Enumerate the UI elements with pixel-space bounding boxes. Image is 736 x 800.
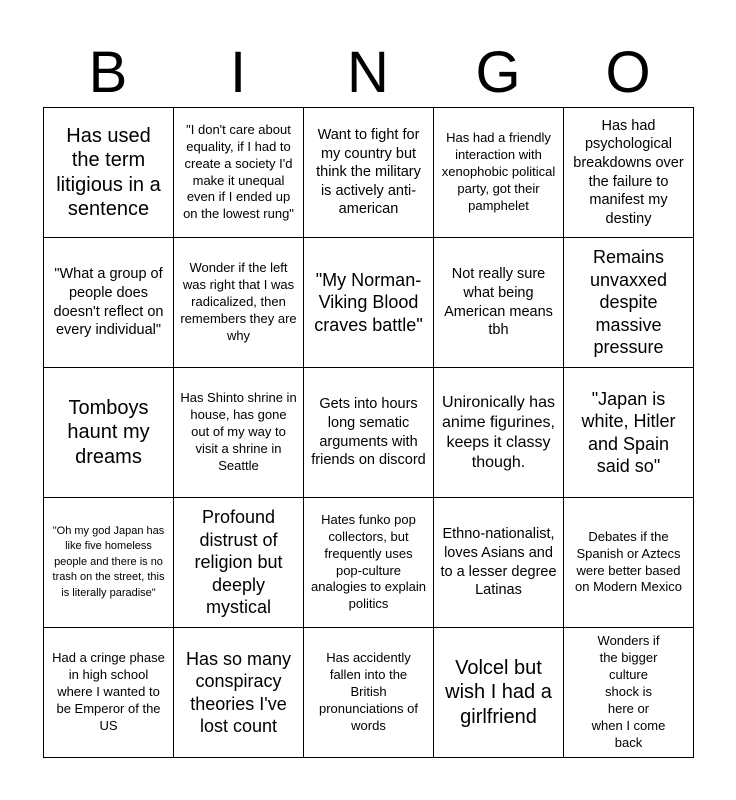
cell-text: "Japan is white, Hitler and Spain said so" xyxy=(581,388,676,476)
cell-text: Had a cringe phase in high school where I wanted to be Emperor of the US xyxy=(52,650,165,733)
header-letter-i: I xyxy=(229,40,247,105)
cell-text: Ethno-nationalist, loves Asians and to a lesser degree Latinas xyxy=(440,526,557,599)
bingo-cell-r5c3[interactable] xyxy=(304,628,434,758)
cell-text: Debates if the Spanish or Aztecs were better based on Modern Mexico xyxy=(575,528,682,595)
bingo-cell-r1c5[interactable] xyxy=(564,108,694,238)
bingo-cell-r1c3[interactable] xyxy=(304,108,434,238)
cell-text: Has accidently fallen into the British pronunciations of words xyxy=(318,650,418,733)
cell-text: Volcel but wish I had a girlfriend xyxy=(445,656,552,728)
bingo-cell-r2c4[interactable] xyxy=(434,238,564,368)
bingo-cell-r5c1[interactable] xyxy=(44,628,174,758)
bingo-cell-r1c4[interactable] xyxy=(434,108,564,238)
cell-text: Has Shinto shrine in house, has gone out of my way to visit a shrine in Seattle xyxy=(180,390,297,473)
cell-text: Want to fight for my country but think the military is actively anti-american xyxy=(316,127,421,218)
header-letter-o: O xyxy=(605,40,651,105)
cell-text: Hates funko pop collectors, but frequently uses pop-culture analogies to explain politics xyxy=(311,511,426,612)
bingo-cell-r4c4[interactable] xyxy=(434,498,564,628)
cell-text: Wonders if the bigger culture shock is here or when I come back xyxy=(591,633,666,750)
cell-text: "Oh my god Japan has like five homeless people and there is no trash on the street, this is literally paradise" xyxy=(52,525,165,599)
cell-text: "What a group of people does doesn't reflect on every individual" xyxy=(53,266,164,339)
bingo-cell-r5c4[interactable] xyxy=(434,628,564,758)
cell-text: Has had a friendly interaction with xenophobic political party, got their pamphelet xyxy=(441,130,556,213)
bingo-cell-r4c2[interactable] xyxy=(174,498,304,628)
bingo-cell-r3c5[interactable] xyxy=(564,368,694,498)
cell-text: Has used the term litigious in a sentence xyxy=(56,124,161,220)
bingo-cell-r5c2[interactable] xyxy=(174,628,304,758)
header-letter-g: G xyxy=(475,40,521,105)
bingo-cell-r2c1[interactable] xyxy=(44,238,174,368)
cell-text: Has so many conspiracy theories I've lost count xyxy=(185,648,292,736)
cell-text: Tomboys haunt my dreams xyxy=(67,396,150,468)
cell-text: Gets into hours long sematic arguments with friends on discord xyxy=(311,396,426,469)
bingo-cell-r3c3[interactable] xyxy=(304,368,434,498)
bingo-header xyxy=(43,40,693,106)
cell-text: Wonder if the left was right that I was radicalized, then remembers they are why xyxy=(180,260,297,343)
cell-text: "My Norman-Viking Blood craves battle" xyxy=(314,269,423,335)
bingo-cell-r3c1[interactable] xyxy=(44,368,174,498)
bingo-board xyxy=(43,107,694,758)
bingo-cell-r5c5[interactable] xyxy=(564,628,694,758)
header-letter-n: N xyxy=(347,40,389,105)
header-letter-b: B xyxy=(88,40,128,105)
cell-text: Remains unvaxxed despite massive pressure xyxy=(589,247,668,358)
cell-text: Not really sure what being American means tbh xyxy=(444,266,553,339)
bingo-cell-r3c2[interactable] xyxy=(174,368,304,498)
bingo-cell-r4c3[interactable] xyxy=(304,498,434,628)
bingo-cell-r4c5[interactable] xyxy=(564,498,694,628)
bingo-cell-r4c1[interactable] xyxy=(44,498,174,628)
cell-text: Unironically has anime figurines, keeps it classy though. xyxy=(442,393,555,471)
cell-text: Profound distrust of religion but deeply mystical xyxy=(194,507,283,618)
bingo-cell-r2c2[interactable] xyxy=(174,238,304,368)
bingo-cell-r2c5[interactable] xyxy=(564,238,694,368)
bingo-cell-r2c3[interactable] xyxy=(304,238,434,368)
bingo-cell-r1c1[interactable] xyxy=(44,108,174,238)
cell-text: "I don't care about equality, if I had to create a society I'd make it unequal even if I ended up on the lowest rung" xyxy=(183,121,294,222)
bingo-cell-r1c2[interactable] xyxy=(174,108,304,238)
cell-text: Has had psychological breakdowns over the failure to manifest my destiny xyxy=(573,117,684,227)
bingo-cell-r3c4[interactable] xyxy=(434,368,564,498)
